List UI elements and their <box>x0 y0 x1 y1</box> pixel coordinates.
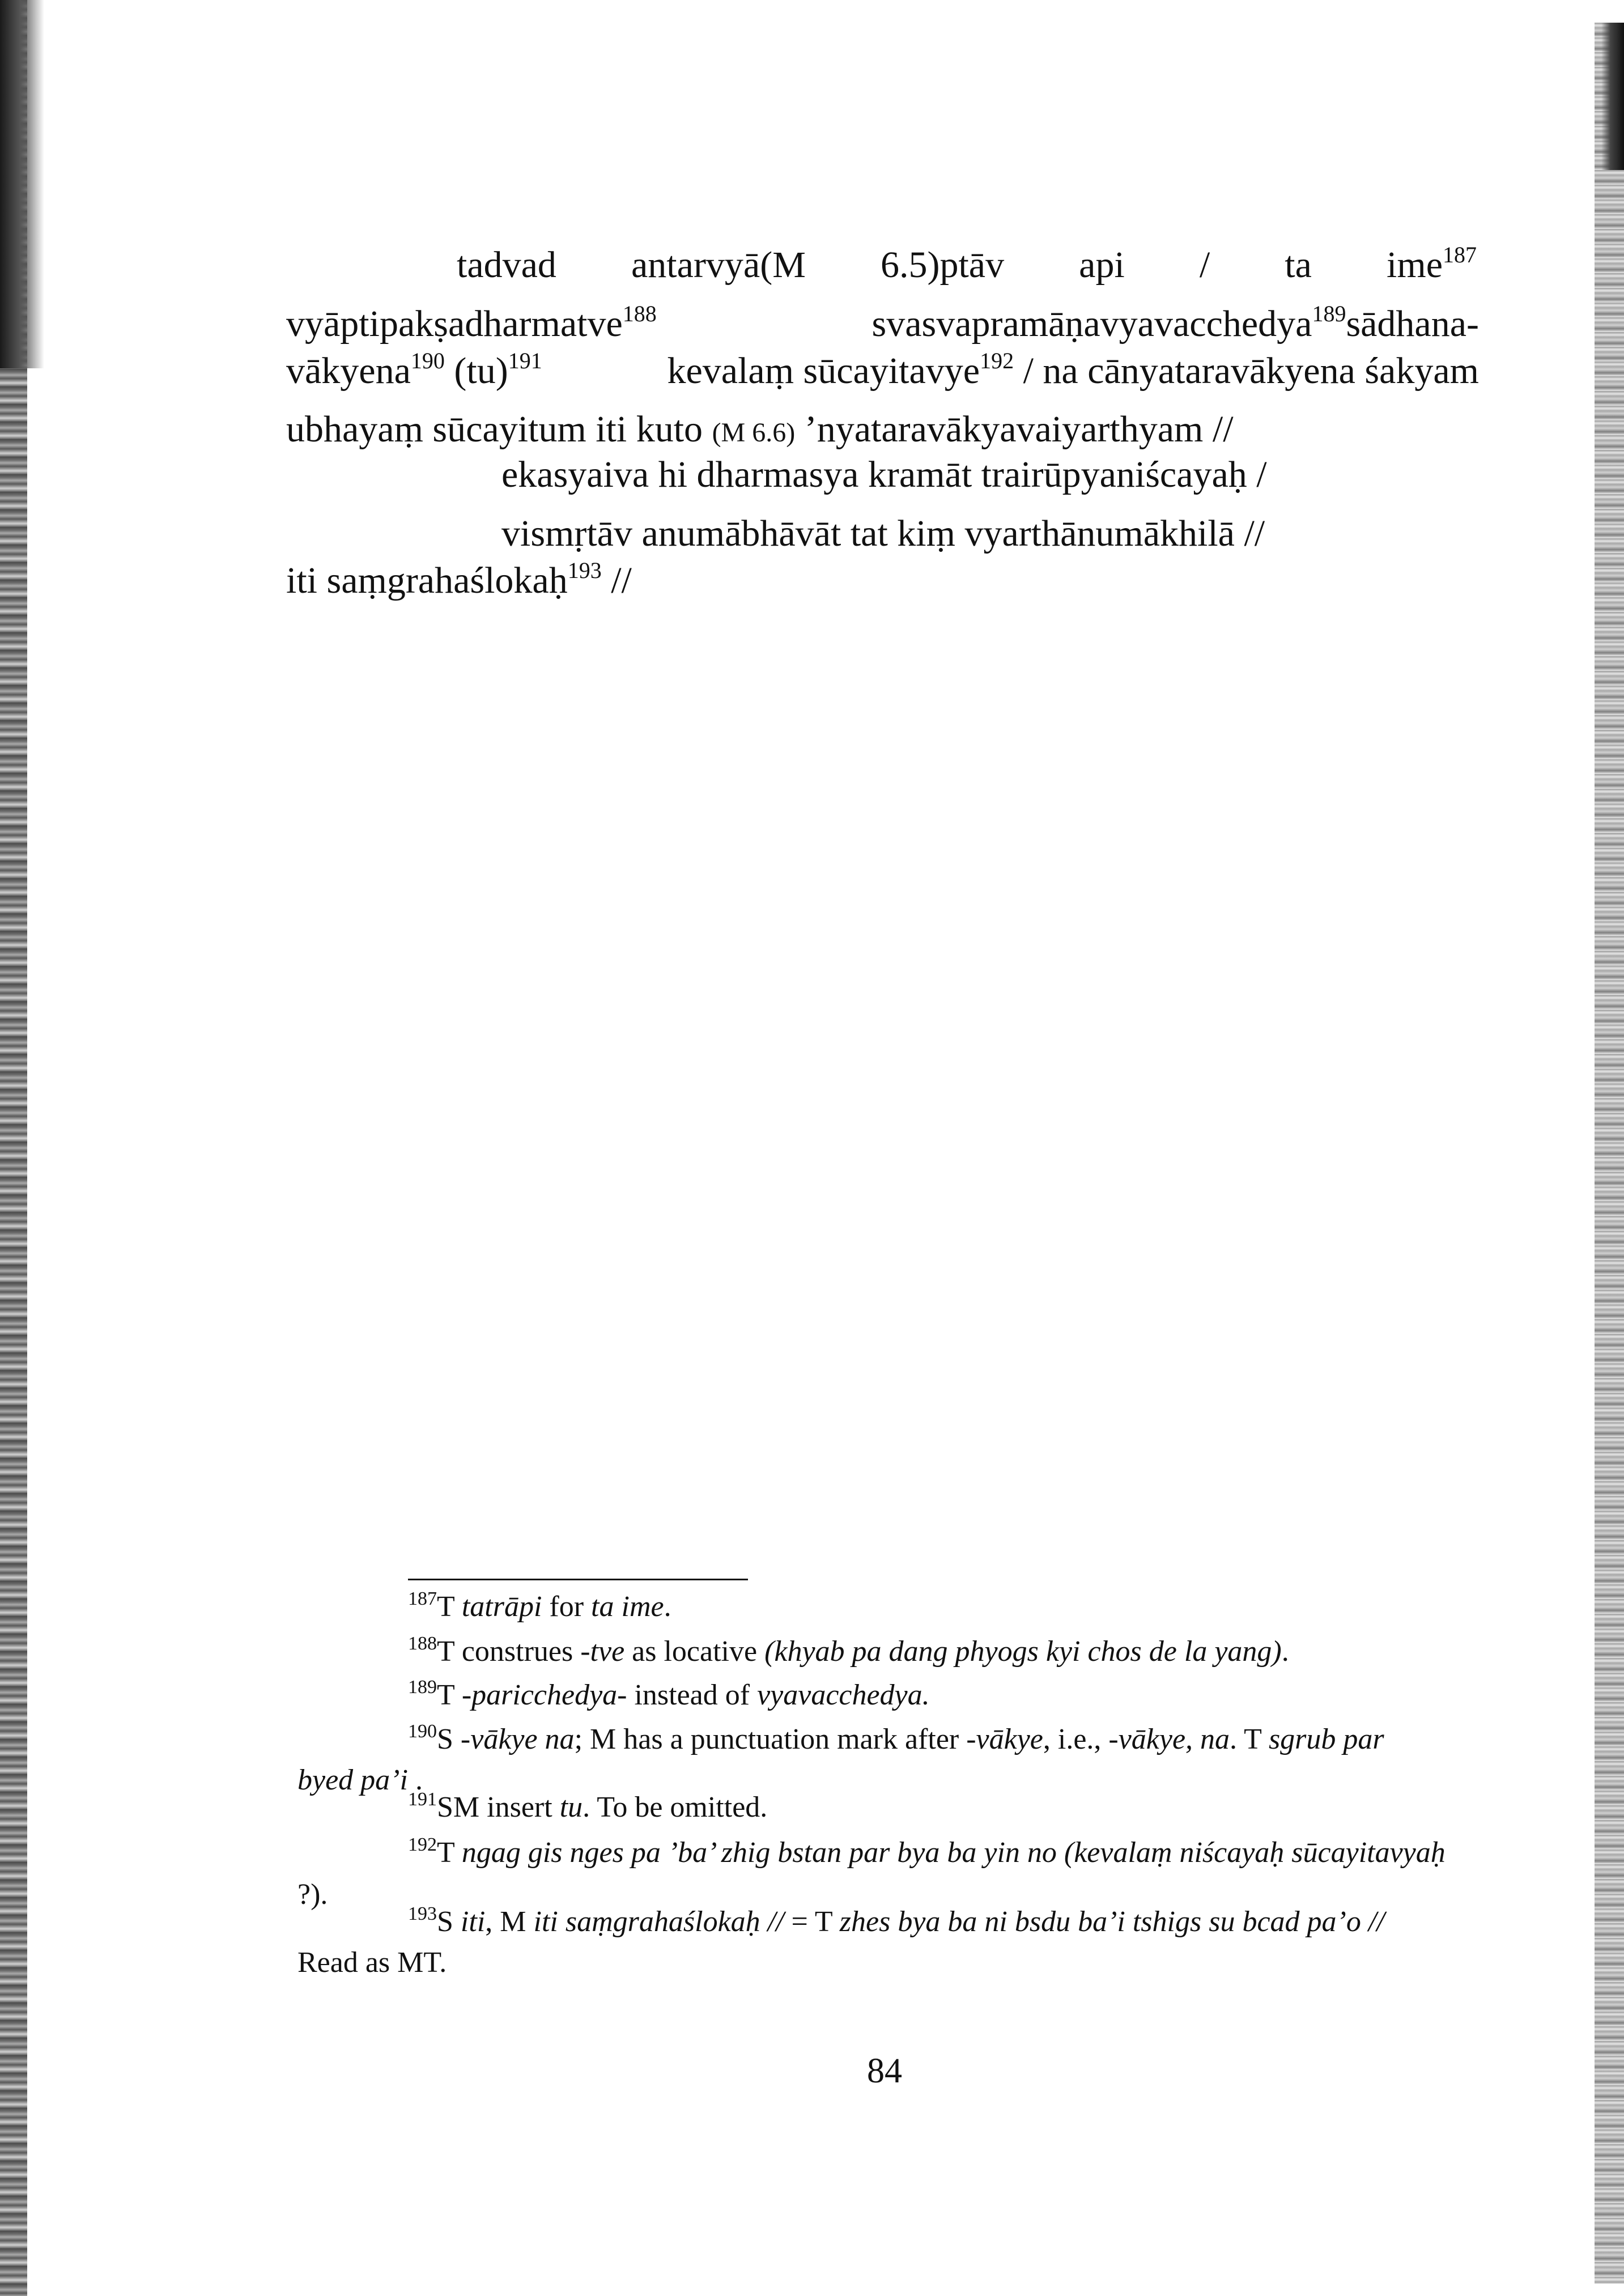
footnote-ref[interactable]: 193 <box>567 558 602 583</box>
word-with-note: vākyena$^{190}$ (tu)$^{191}$ <box>286 348 542 392</box>
footnote-189: $^{189}$T -paricchedya- instead of vyavacchedya. <box>408 1677 930 1711</box>
footnote-number: 188 <box>408 1633 437 1654</box>
footnote-number: 193 <box>408 1903 437 1924</box>
footnote-ref[interactable]: 187 <box>1442 242 1477 267</box>
footnote-divider <box>408 1579 748 1580</box>
footnote-192: $^{192}$T ngag gis nges pa ’ba’ zhig bstan par bya ba yin no (kevalaṃ niścayaḥ sūcayitavyaḥ <box>408 1834 1446 1869</box>
footnote-number: 187 <box>408 1588 437 1609</box>
main-text-line-4: ubhayaṃ sūcayitum iti kuto (M 6.6) ’nyataravākyavaiyarthyam // <box>286 409 1234 450</box>
verse-line-1: ekasyaiva hi dharmasya kramāt trairūpyaniścayaḥ / <box>501 454 1267 495</box>
footnote-193-continued: Read as MT. <box>297 1946 447 1979</box>
main-text-line-2 <box>286 303 1479 346</box>
word-with-note: vyāptipakṣadharmatve$^{188}$ <box>286 301 657 345</box>
page-number: 84 <box>867 2052 902 2090</box>
word-with-note: ime$^{187}$ <box>1387 242 1477 286</box>
punctuation: / <box>1199 244 1210 286</box>
word: ta <box>1285 244 1312 286</box>
footnote-192-continued: ?). <box>297 1878 328 1911</box>
verse-line-2: vismṛtāv anumābhāvāt tat kiṃ vyarthānumākhilā // <box>501 513 1265 554</box>
main-text-line-1 <box>457 244 1477 287</box>
footnote-number: 191 <box>408 1789 437 1810</box>
word: api <box>1079 244 1125 286</box>
main-text-line-7: iti saṃgrahaślokaḥ$^{193}$ // <box>286 558 632 601</box>
manuscript-ref: (M 6.6) <box>712 418 796 448</box>
footnote-number: 192 <box>408 1834 437 1855</box>
footnote-193: $^{193}$S iti, M iti saṃgrahaślokaḥ // = T zhes bya ba ni bsdu ba’i tshigs su bcad pa’o // <box>408 1903 1385 1938</box>
footnote-ref[interactable]: 192 <box>980 348 1014 373</box>
footnote-188: $^{188}$T construes -tve as locative (khyab pa dang phyogs kyi chos de la yang). <box>408 1633 1289 1668</box>
scan-left-edge-shadow <box>0 0 44 368</box>
word: antarvyā(M <box>631 244 806 286</box>
footnote-ref[interactable]: 188 <box>622 301 657 326</box>
footnote-number: 189 <box>408 1677 437 1698</box>
footnote-ref[interactable]: 189 <box>1312 301 1346 326</box>
footnote-191: $^{191}$SM insert tu. To be omitted. <box>408 1789 768 1823</box>
footnote-190: $^{190}$S -vākye na; M has a punctuation mark after -vākye, i.e., -vākye, na. T sgrub par <box>408 1721 1384 1755</box>
footnote-ref[interactable]: 191 <box>508 348 542 373</box>
scan-right-edge-shadow <box>1601 23 1624 170</box>
scan-right-edge <box>1595 23 1624 2284</box>
footnote-number: 190 <box>408 1721 437 1742</box>
footnote-190-continued: byed pa’i . <box>297 1764 423 1796</box>
word-with-note: kevalaṃ sūcayitavye$^{192}$ / na cānyataravākyena śakyam <box>667 348 1479 392</box>
word-with-note: svasvapramāṇavyavacchedya$^{189}$sādhana- <box>871 301 1479 345</box>
word: tadvad <box>457 244 556 286</box>
footnote-ref[interactable]: 190 <box>410 348 445 373</box>
main-text-line-3 <box>286 350 1479 393</box>
footnote-187: $^{187}$T tatrāpi for ta ime. <box>408 1588 671 1623</box>
word: 6.5)ptāv <box>880 244 1005 286</box>
